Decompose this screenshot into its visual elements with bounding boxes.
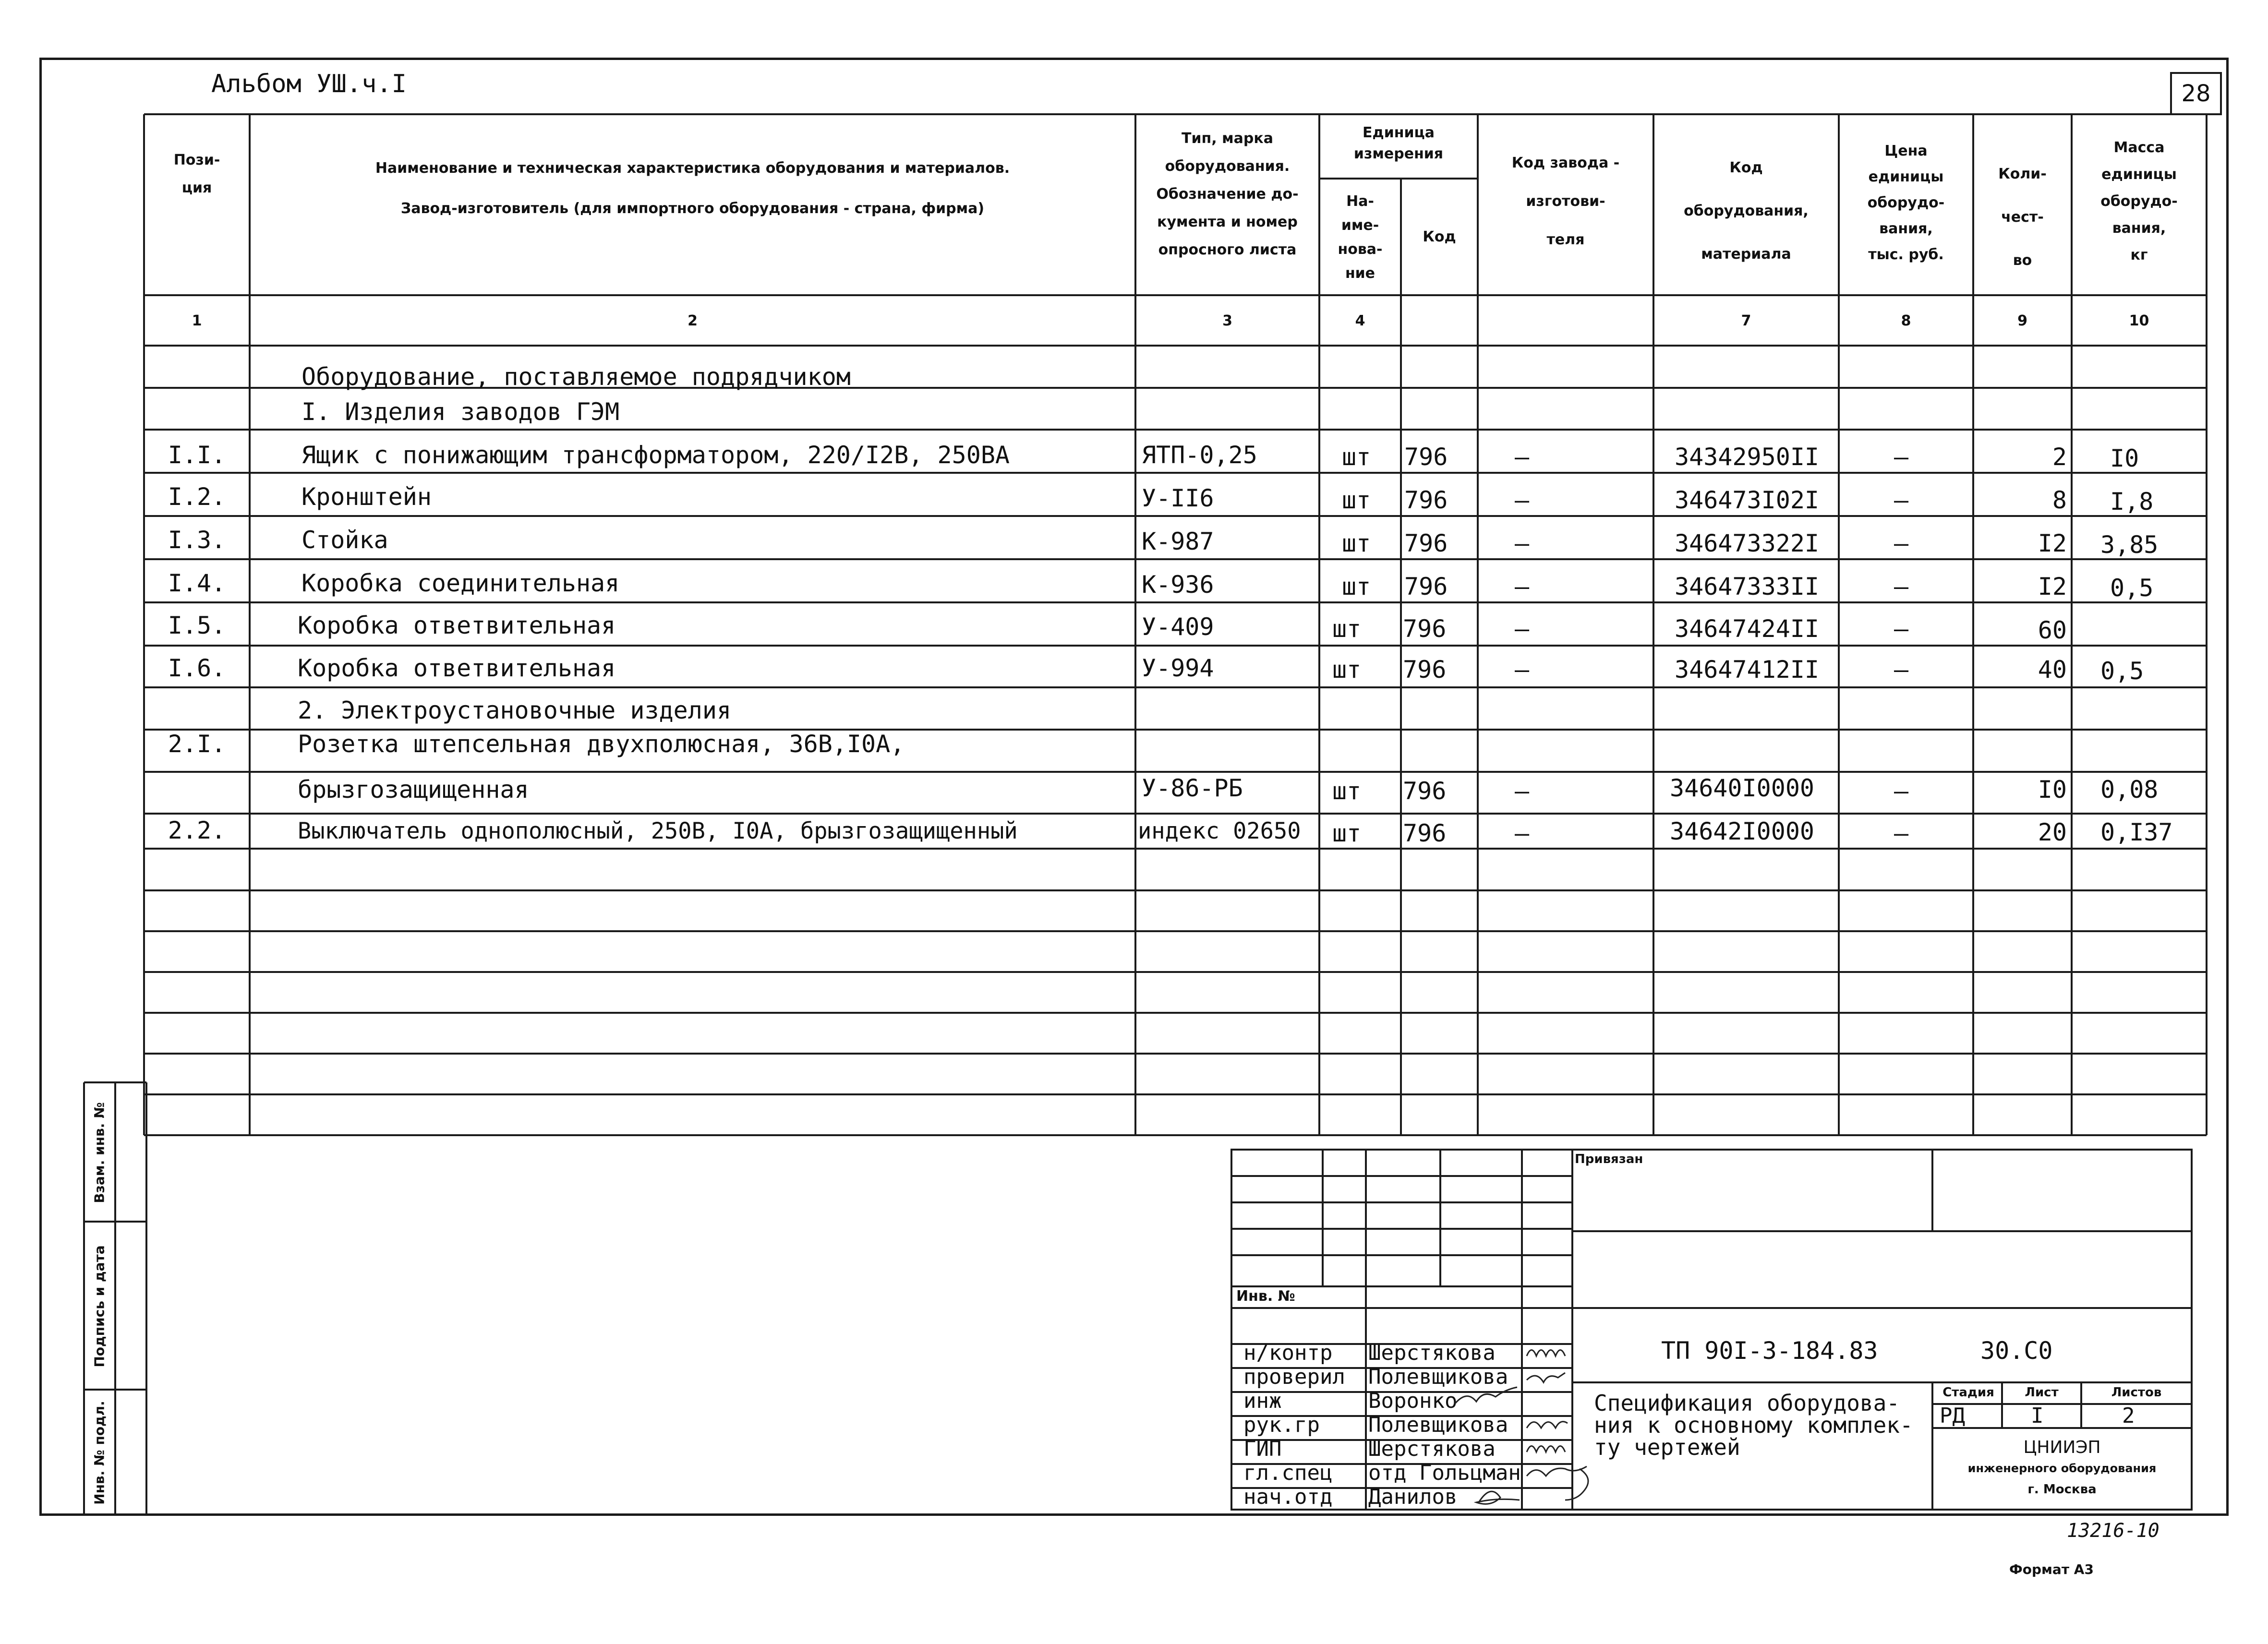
row-position: 2.I.	[168, 730, 226, 758]
header-quantity: Коли- чест- во	[1998, 166, 2047, 269]
row-factory: –	[1515, 777, 1530, 805]
header-unit: Единица измерения	[1353, 124, 1444, 162]
row-type: индекс 02650	[1138, 818, 1301, 844]
row-position: I.3.	[168, 526, 226, 554]
row-equip-code: 34640I0000	[1670, 774, 1815, 802]
col-number-3: 3	[1222, 312, 1232, 329]
row-unit: шт	[1332, 656, 1362, 684]
row-position: I.4.	[168, 569, 226, 597]
row-factory: –	[1515, 529, 1530, 557]
row-unit: шт	[1342, 486, 1371, 514]
row-price: –	[1894, 573, 1909, 600]
row-name: Коробка соединительная	[302, 569, 620, 597]
row-name: 2. Электроустановочные изделия	[298, 696, 732, 724]
row-name: Выключатель однополюсный, 250В, I0А, брызгозащищенный	[298, 818, 1018, 844]
row-unit-code: 796	[1403, 656, 1447, 684]
col-number-10: 10	[2129, 312, 2149, 329]
row-position: 2.2.	[168, 816, 226, 844]
row-unit: шт	[1342, 573, 1371, 600]
row-quantity: I2	[2038, 573, 2067, 600]
row-factory: –	[1515, 656, 1530, 684]
header-unit-name: На- име- нова- ние	[1338, 193, 1383, 282]
row-quantity: 8	[2052, 486, 2067, 514]
row-equip-code: 34647412II	[1675, 656, 1820, 684]
row-factory: –	[1515, 819, 1530, 847]
stage-value: РД	[1940, 1404, 1965, 1428]
row-unit: шт	[1342, 529, 1371, 557]
row-quantity: 60	[2038, 616, 2067, 644]
col-number-7: 7	[1741, 312, 1751, 329]
document-suffix: 30.С0	[1980, 1337, 2053, 1365]
row-mass: 0,08	[2100, 776, 2159, 804]
row-quantity: I0	[2038, 776, 2067, 804]
row-position: I.I.	[168, 441, 226, 469]
header-type: Тип, марка оборудования. Обозначение до- кумента и номер опросного листа	[1156, 130, 1299, 258]
col-number-8: 8	[1901, 312, 1911, 329]
row-price: –	[1894, 777, 1909, 805]
row-unit: шт	[1332, 819, 1362, 847]
row-type: У-409	[1142, 613, 1214, 641]
col-number-4: 4	[1355, 312, 1365, 329]
row-equip-code: 346473322I	[1675, 529, 1820, 557]
row-name: Ящик с понижающим трансформатором, 220/I2В, 250ВА	[302, 441, 1010, 469]
org-name-line2: инженерного оборудования	[1967, 1462, 2157, 1475]
header-equip-code: Код оборудования, материала	[1684, 159, 1809, 263]
col-number-9: 9	[2017, 312, 2027, 329]
header-factory-code: Код завода - изготови- теля	[1511, 155, 1620, 248]
row-unit: шт	[1342, 443, 1371, 471]
row-unit-code: 796	[1404, 573, 1448, 600]
side-label-replaced-inv: Взам. инв. №	[91, 1102, 108, 1203]
row-type: У-994	[1142, 654, 1214, 682]
row-name: брызгозащищенная	[298, 776, 529, 804]
row-type: К-987	[1142, 528, 1214, 555]
org-name-line3: г. Москва	[2027, 1482, 2097, 1497]
row-price: –	[1894, 486, 1909, 514]
col-number-1: 1	[192, 312, 202, 329]
row-position: I.5.	[168, 612, 226, 639]
sheet-number: 28	[2181, 80, 2211, 107]
signer-name: Полевщикова	[1368, 1365, 1508, 1389]
sheet-label: Лист	[2025, 1385, 2059, 1400]
row-position: I.6.	[168, 654, 226, 682]
row-factory: –	[1515, 615, 1530, 643]
row-price: –	[1894, 656, 1909, 684]
signer-role: рук.гр	[1243, 1413, 1320, 1437]
row-equip-code: 34647424II	[1675, 615, 1820, 643]
signer-name: Данилов	[1368, 1485, 1458, 1509]
signer-role: н/контр	[1243, 1341, 1333, 1365]
row-type: К-936	[1142, 571, 1214, 599]
signer-role: инж	[1243, 1389, 1282, 1413]
row-name: Розетка штепсельная двухполюсная, 36В,I0А,	[298, 730, 905, 758]
signer-name: Шерстякова	[1368, 1341, 1496, 1365]
row-price: –	[1894, 529, 1909, 557]
row-position: I.2.	[168, 483, 226, 511]
header-name: Наименование и техническая характеристика оборудования и материалов. Завод-изготовитель (для импортного оборудования - страна, фирма)	[375, 160, 1010, 217]
signer-role: нач.отд	[1243, 1485, 1333, 1509]
inv-number-label: Инв. №	[1236, 1288, 1295, 1305]
document-code: ТП 90I-3-184.83	[1661, 1337, 1878, 1365]
row-mass: 3,85	[2100, 531, 2159, 559]
header-mass: Масса единицы оборудо- вания, кг	[2100, 139, 2178, 264]
row-unit-code: 796	[1403, 819, 1447, 847]
row-quantity: 2	[2052, 443, 2067, 471]
org-name-line1: ЦНИИЭП	[2023, 1438, 2101, 1457]
row-unit-code: 796	[1404, 529, 1448, 557]
row-type: ЯТП-0,25	[1142, 441, 1257, 469]
bound-label: Привязан	[1575, 1152, 1643, 1166]
row-unit-code: 796	[1404, 443, 1448, 471]
row-mass: 0,5	[2100, 657, 2144, 685]
header-position: Пози- ция	[173, 152, 220, 196]
row-name: I. Изделия заводов ГЭМ	[302, 398, 620, 426]
header-price: Цена единицы оборудо- вания, тыс. руб.	[1867, 143, 1945, 263]
row-price: –	[1894, 615, 1909, 643]
row-unit: шт	[1332, 777, 1362, 805]
album-label: Альбом УШ.ч.I	[211, 70, 407, 98]
row-unit-code: 796	[1403, 615, 1447, 643]
row-equip-code: 34342950II	[1675, 443, 1820, 471]
row-price: –	[1894, 443, 1909, 471]
row-factory: –	[1515, 486, 1530, 514]
row-name: Стойка	[302, 526, 388, 554]
sheets-label: Листов	[2111, 1385, 2162, 1400]
signer-role: ГИП	[1243, 1437, 1282, 1461]
row-factory: –	[1515, 443, 1530, 471]
signer-name: отд Гольцман	[1368, 1461, 1521, 1485]
stage-label: Стадия	[1942, 1385, 1994, 1400]
side-label-signature-date: Подпись и дата	[91, 1245, 108, 1368]
row-equip-code: 34647333II	[1675, 573, 1820, 600]
row-unit: шт	[1332, 615, 1362, 643]
row-mass: I,8	[2110, 488, 2154, 516]
row-price: –	[1894, 819, 1909, 847]
handwritten-note: 13216-10	[2067, 1520, 2159, 1542]
row-name: Коробка ответвительная	[298, 654, 616, 682]
signer-name: Шерстякова	[1368, 1437, 1496, 1461]
row-type: У-II6	[1142, 484, 1214, 512]
row-mass: 0,I37	[2100, 818, 2173, 846]
row-unit-code: 796	[1404, 486, 1448, 514]
row-quantity: 40	[2038, 656, 2067, 684]
row-mass: 0,5	[2110, 574, 2154, 602]
signer-role: проверил	[1243, 1365, 1345, 1389]
row-name: Оборудование, поставляемое подрядчиком	[302, 363, 851, 391]
side-label-original-inv: Инв. № подл.	[91, 1401, 108, 1505]
row-quantity: 20	[2038, 818, 2067, 846]
signer-role: гл.спец	[1243, 1461, 1333, 1485]
signer-name: Воронко	[1368, 1389, 1458, 1413]
document-title: Спецификация оборудова- ния к основному комплек- ту чертежей	[1594, 1390, 1913, 1460]
header-unit-code: Код	[1423, 228, 1456, 245]
row-type: У-86-РБ	[1142, 774, 1243, 802]
signer-name: Полевщикова	[1368, 1413, 1508, 1437]
row-equip-code: 34642I0000	[1670, 817, 1815, 845]
sheet-value: I	[2031, 1404, 2044, 1428]
row-name: Коробка ответвительная	[298, 612, 616, 639]
row-equip-code: 346473I02I	[1675, 486, 1820, 514]
sheets-value: 2	[2122, 1404, 2135, 1428]
col-number-2: 2	[688, 312, 698, 329]
row-factory: –	[1515, 573, 1530, 600]
row-mass: I0	[2110, 444, 2139, 472]
row-name: Кронштейн	[302, 483, 432, 511]
format-label: Формат А3	[2009, 1561, 2094, 1577]
row-quantity: I2	[2038, 529, 2067, 557]
row-unit-code: 796	[1403, 777, 1447, 805]
